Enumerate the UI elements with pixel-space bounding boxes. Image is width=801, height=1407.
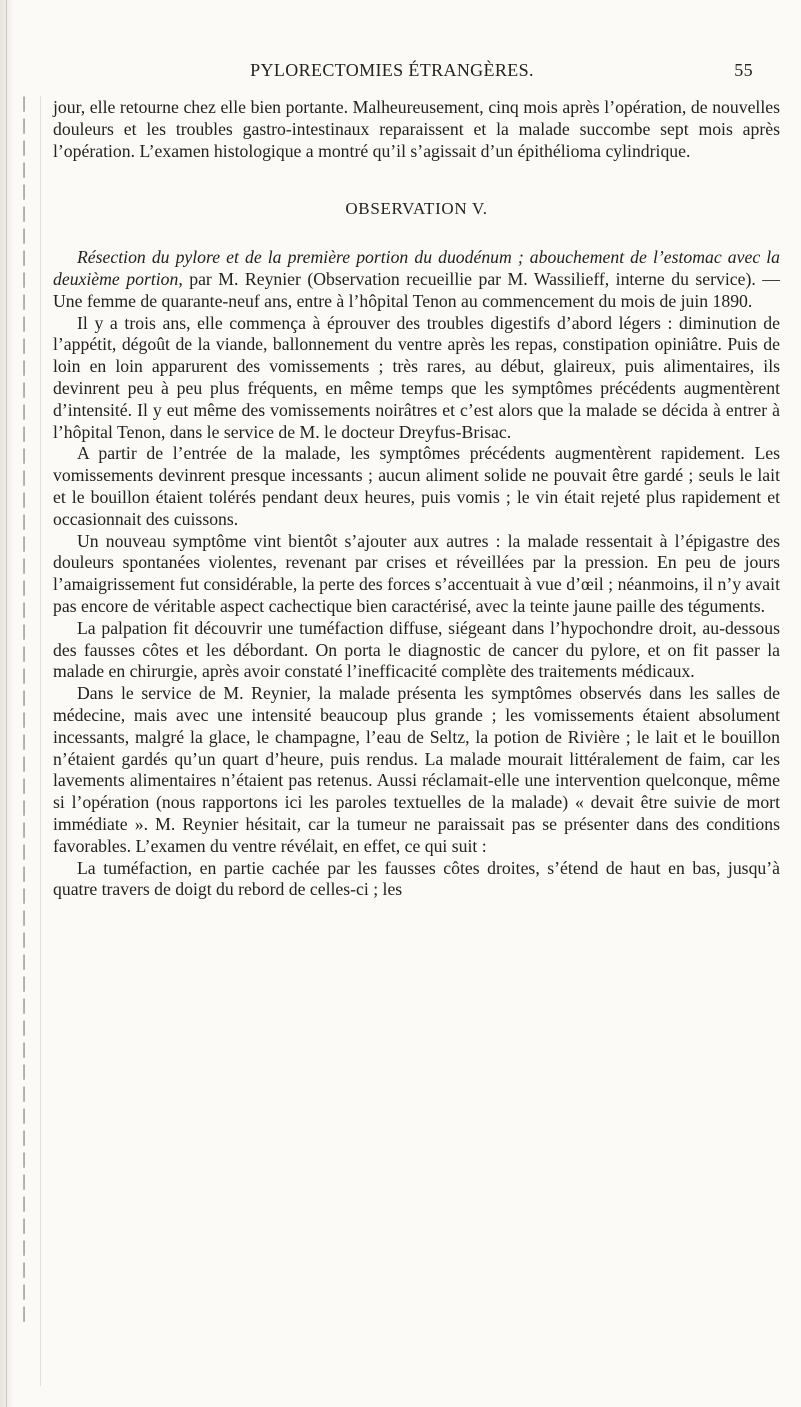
margin-mark: |	[21, 1106, 27, 1124]
margin-mark: |	[21, 578, 27, 596]
margin-mark: |	[21, 314, 27, 332]
running-title: PYLORECTOMIES ÉTRANGÈRES.	[250, 60, 534, 80]
margin-mark: |	[21, 776, 27, 794]
margin-mark: |	[21, 1238, 27, 1256]
paragraph-2	[53, 247, 780, 312]
margin-mark: |	[21, 1194, 27, 1212]
margin-mark: |	[21, 1216, 27, 1234]
margin-mark: |	[21, 358, 27, 376]
margin-mark: |	[21, 600, 27, 618]
margin-mark: |	[21, 116, 27, 134]
margin-mark: |	[21, 644, 27, 662]
margin-mark: |	[21, 798, 27, 816]
margin-mark: |	[21, 160, 27, 178]
margin-mark: |	[21, 490, 27, 508]
margin-mark: |	[21, 138, 27, 156]
margin-mark: |	[21, 1150, 27, 1168]
margin-rule	[40, 96, 41, 1386]
margin-mark: |	[21, 622, 27, 640]
margin-mark: |	[21, 424, 27, 442]
page-header	[31, 58, 753, 82]
margin-mark: |	[21, 1260, 27, 1278]
paragraph-2-rest: par M. Reynier (Observation recueillie par M. Wassilieff, interne du service). — Une femme de quarante-neuf ans, entre à l’hôpital Tenon au commencement du mois de juin 1890.	[53, 268, 780, 311]
margin-mark: |	[21, 1128, 27, 1146]
margin-mark: |	[21, 556, 27, 574]
margin-mark: |	[21, 886, 27, 904]
margin-mark: |	[21, 292, 27, 310]
margin-mark: |	[21, 666, 27, 684]
paragraph-4: A partir de l’entrée de la malade, les symptômes précédents augmentèrent rapidement. Les vomissements devinrent presque incessants ; aucun aliment solide ne pouvait être gardé ; seuls le lait et le bouillon étaient tolérés pendant deux heures, puis vomis ; le vin était rejeté plus rapidement et occasionnait des cuissons.	[53, 443, 780, 529]
margin-mark: |	[21, 94, 27, 112]
observation-title: OBSERVATION V.	[345, 199, 488, 219]
margin-mark: |	[21, 270, 27, 288]
page-number: 55	[734, 60, 753, 80]
margin-mark: |	[21, 226, 27, 244]
paragraph-6: La palpation fit découvrir une tuméfaction diffuse, siégeant dans l’hypochondre droit, au-dessous des fausses côtes et les débordant. On porta le diagnostic de cancer du pylore, et on fit passer la malade en chirurgie, après avoir constaté l’inefficacité complète des traitements médicaux.	[53, 617, 780, 682]
margin-mark: |	[21, 1062, 27, 1080]
paragraph-2-italic: Résection du pylore et de la première portion du duodénum ; abouchement de l’estomac avec la deuxième portion,	[53, 247, 780, 289]
binding-line	[6, 0, 7, 1407]
margin-mark: |	[21, 1040, 27, 1058]
margin-mark: |	[21, 864, 27, 882]
margin-mark: |	[21, 534, 27, 552]
margin-mark: |	[21, 1172, 27, 1190]
margin-mark: |	[21, 1282, 27, 1300]
paragraph-1: jour, elle retourne chez elle bien portante. Malheureusement, cinq mois après l’opération, de nouvelles douleurs et les troubles gastro-intestinaux reparaissent et la malade succombe sept mois après l’opération. L’examen histologique a montré qu’il s’agissait d’un épithélioma cylindrique.	[53, 97, 780, 161]
margin-mark: |	[21, 908, 27, 926]
margin-mark: |	[21, 1018, 27, 1036]
margin-mark: |	[21, 710, 27, 728]
margin-mark: |	[21, 930, 27, 948]
margin-mark: |	[21, 468, 27, 486]
paragraph-5: Un nouveau symptôme vint bientôt s’ajouter aux autres : la malade ressentait à l’épigastre des douleurs spontanées violentes, revenant par crises et réveillées par la pression. En peu de jours l’amaigrissement fut considérable, la perte des forces s’accentuait à vue d’œil ; néanmoins, il n’y avait pas encore de véritable aspect cachectique bien caractérisé, avec la teinte jaune paille des téguments.	[53, 530, 780, 616]
margin-mark: |	[21, 248, 27, 266]
margin-mark: |	[21, 732, 27, 750]
margin-mark: |	[21, 380, 27, 398]
margin-marks	[10, 96, 38, 1386]
margin-mark: |	[21, 820, 27, 838]
margin-mark: |	[21, 204, 27, 222]
paragraph-7: Dans le service de M. Reynier, la malade présenta les symptômes observés dans les salles de médecine, mais avec une intensité beaucoup plus grande ; les vomissements étaient absolument incessants, malgré la glace, le champagne, l’eau de Seltz, la potion de Rivière ; le lait et le bouillon n’étaient gardés qu’un quart d’heure, puis rendus. La malade mourait littéralement de faim, car les lavements alimentaires n’étaient pas retenus. Aussi réclamait-elle une intervention quelconque, même si l’opération (nous rapportons ici les paroles textuelles de la malade) « devait être suivie de mort immédiate ». M. Reynier hésitait, car la tumeur ne paraissait pas se présenter dans des conditions favorables. L’examen du ventre révélait, en effet, ce qui suit :	[53, 683, 780, 856]
margin-mark: |	[21, 402, 27, 420]
margin-mark: |	[21, 688, 27, 706]
margin-mark: |	[21, 952, 27, 970]
paragraph-3: Il y a trois ans, elle commença à éprouver des troubles digestifs d’abord légers : diminution de l’appétit, dégoût de la viande, ballonnement du ventre après les repas, constipation opiniâtre. Puis de loin en loin apparurent des vomissements ; très rares, au début, glaireux, puis alimentaires, ils devinrent peu à peu plus fréquents, en même temps que les symptômes précédents augmentèrent d’intensité. Il y eut même des vomissements noirâtres et c’est alors que la malade se décida à entrer à l’hôpital Tenon, dans le service de M. le docteur Dreyfus-Brisac.	[53, 312, 780, 442]
margin-mark: |	[21, 336, 27, 354]
paragraph-8: La tuméfaction, en partie cachée par les fausses côtes droites, s’étend de haut en bas, jusqu’à quatre travers de doigt du rebord de celles-ci ; les	[53, 857, 780, 900]
document-body	[53, 97, 780, 901]
margin-mark: |	[21, 446, 27, 464]
margin-mark: |	[21, 1304, 27, 1322]
margin-mark: |	[21, 182, 27, 200]
margin-mark: |	[21, 512, 27, 530]
margin-mark: |	[21, 996, 27, 1014]
margin-mark: |	[21, 1084, 27, 1102]
margin-mark: |	[21, 974, 27, 992]
margin-mark: |	[21, 754, 27, 772]
margin-mark: |	[21, 842, 27, 860]
